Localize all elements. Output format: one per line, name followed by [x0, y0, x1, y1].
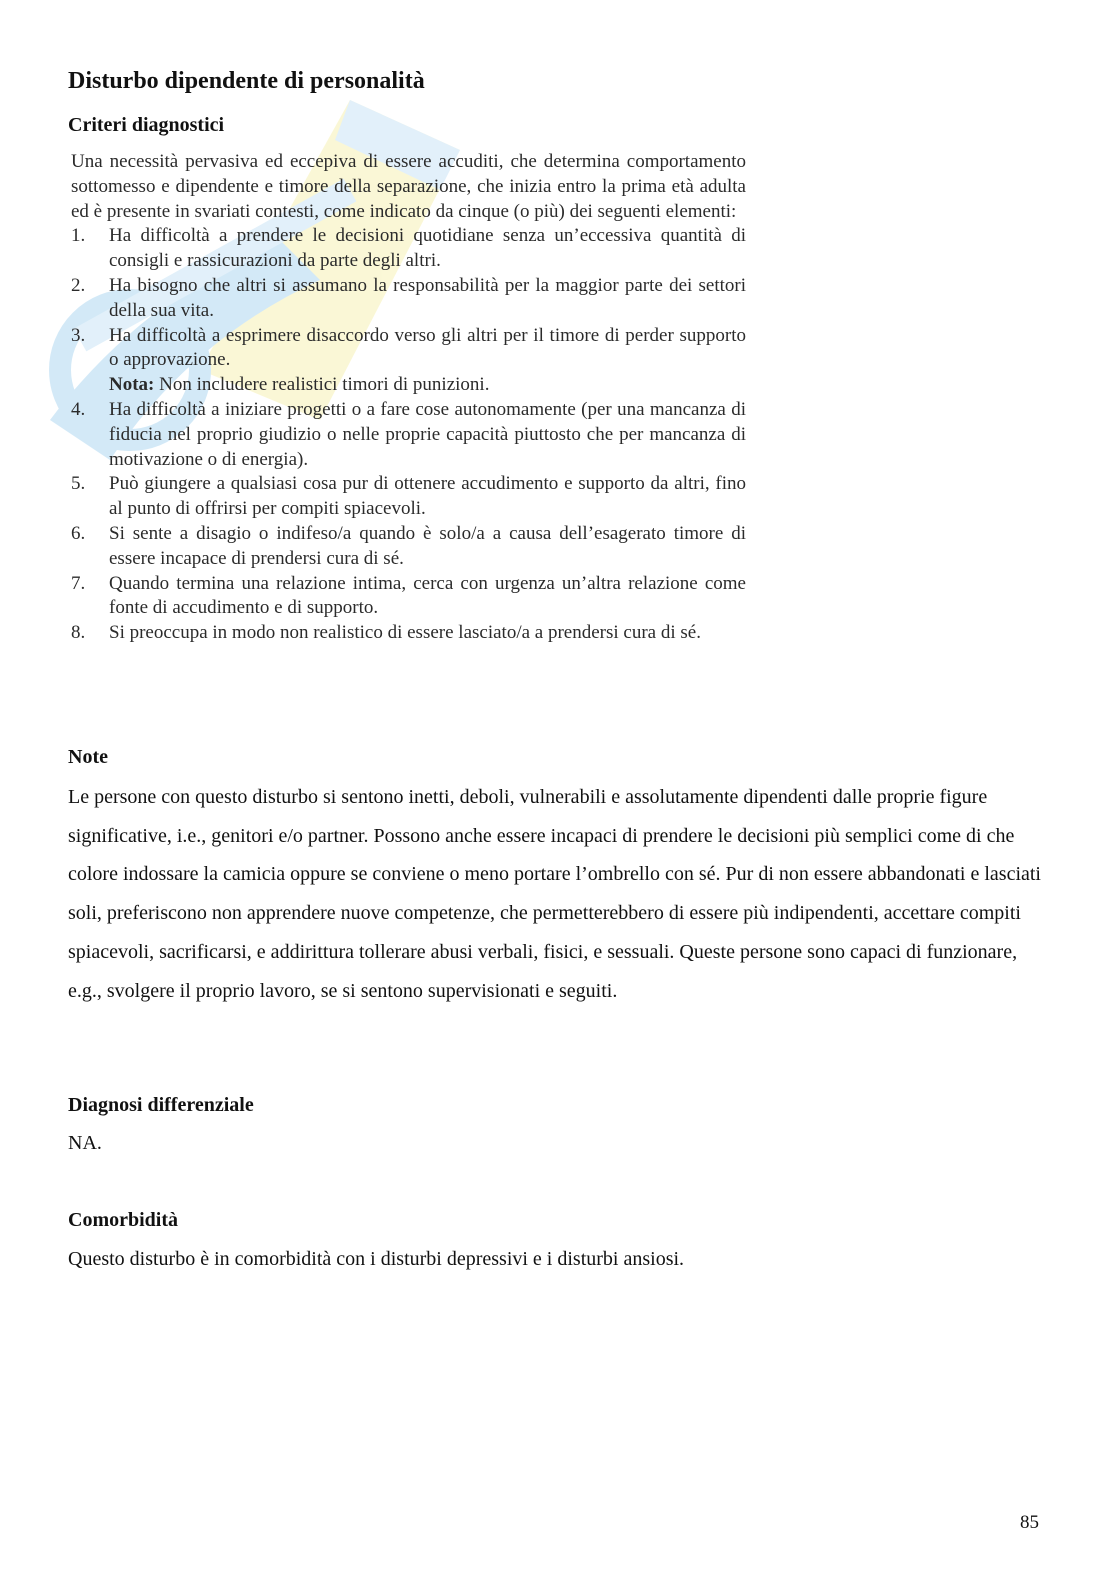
criteria-item	[71, 224, 746, 274]
criteria-note-label: Nota:	[109, 374, 155, 396]
criteria-list	[71, 224, 746, 646]
criteria-item-number: 8.	[71, 622, 86, 644]
note-heading: Note	[68, 746, 108, 768]
note-paragraph: Le persone con questo disturbo si sentono inetti, deboli, vulnerabili e assolutamente dipendenti dalle proprie figure significative, i.e., genitori e/o partner. Possono anche essere incapaci di prendere le decisioni più semplici come di che colore indossare la camicia oppure se conviene o meno portare l’ombrello con sé. Pur di non essere abbandonati e lasciati soli, preferiscono non apprendere nuove competenze, che permetterebbero di essere più indipendenti, accettare compiti spiacevoli, sacrificarsi, e addirittura tollerare abusi verbali, fisici, e sessuali. Queste persone sono capaci di funzionare, e.g., svolgere il proprio lavoro, se si sentono supervisionati e seguiti.	[68, 786, 1041, 1002]
criteria-note-text: Non includere realistici timori di punizioni.	[154, 374, 490, 396]
criteria-item	[71, 522, 746, 572]
criteria-excerpt	[71, 150, 746, 646]
criteria-item-number: 5.	[71, 473, 86, 495]
differential-heading: Diagnosi differenziale	[68, 1094, 254, 1116]
criteria-item-number: 3.	[71, 324, 86, 346]
criteria-item-text: Si sente a disagio o indifeso/a quando è solo/a a causa dell’esagerato timore di essere incapace di prendersi cura di sé.	[109, 522, 746, 569]
criteria-item-text: Ha bisogno che altri si assumano la responsabilità per la maggior parte dei settori della sua vita.	[109, 274, 746, 321]
criteria-item	[71, 572, 746, 622]
comorbidity-heading: Comorbidità	[68, 1209, 178, 1231]
criteria-item-text: Ha difficoltà a iniziare progetti o a fare cose autonomamente (per una mancanza di fiducia nel proprio giudizio o nelle proprie capacità piuttosto che per mancanza di motivazione o di energia).	[109, 398, 746, 470]
criteria-item	[71, 472, 746, 522]
criteria-item	[71, 324, 746, 398]
comorbidity-text: Questo disturbo è in comorbidità con i disturbi depressivi e i disturbi ansiosi.	[68, 1248, 685, 1270]
criteria-item-number: 6.	[71, 522, 86, 544]
criteria-item-text: Ha difficoltà a esprimere disaccordo verso gli altri per il timore di perder supporto o approvazione.	[109, 324, 746, 371]
criteria-item-text: Si preoccupa in modo non realistico di essere lasciato/a a prendersi cura di sé.	[109, 622, 701, 644]
criteria-item-number: 7.	[71, 572, 86, 594]
differential-text: NA.	[68, 1132, 102, 1154]
criteria-item-text: Quando termina una relazione intima, cerca con urgenza un’altra relazione come fonte di accudimento e di supporto.	[109, 572, 746, 619]
page-number: 85	[1020, 1512, 1039, 1533]
page-title: Disturbo dipendente di personalità	[68, 68, 425, 94]
criteria-item-number: 1.	[71, 225, 86, 247]
criteria-item-text: Ha difficoltà a prendere le decisioni quotidiane senza un’eccessiva quantità di consigli e rassicurazioni da parte degli altri.	[109, 225, 746, 272]
criteria-intro: Una necessità pervasiva ed eccepiva di essere accuditi, che determina comportamento sottomesso e dipendente e timore della separazione, che inizia entro la prima età adulta ed è presente in svariati contesti, come indicato da cinque (o più) dei seguenti elementi:	[71, 151, 746, 222]
criteria-item	[71, 274, 746, 324]
criteria-item	[71, 621, 746, 646]
criteria-item-number: 4.	[71, 398, 86, 420]
criteria-heading: Criteri diagnostici	[68, 114, 225, 136]
criteria-item-number: 2.	[71, 274, 86, 296]
criteria-item	[71, 398, 746, 472]
criteria-item-text: Può giungere a qualsiasi cosa pur di ottenere accudimento e supporto da altri, fino al punto di offrirsi per compiti spiacevoli.	[109, 473, 746, 520]
